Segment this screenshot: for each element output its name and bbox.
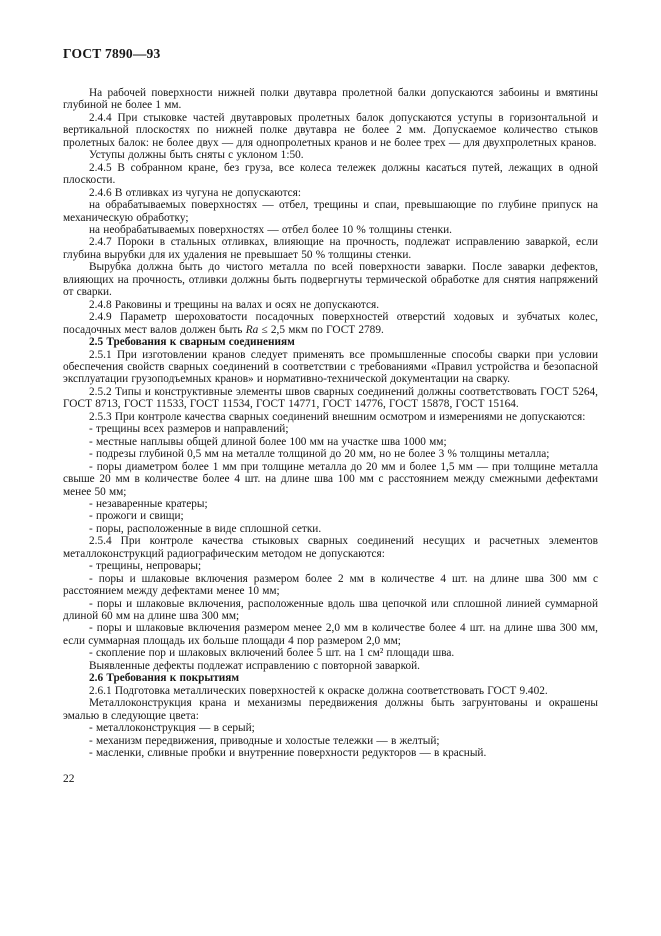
text-run: 2.4.6 В отливках из чугуна не допускаются: [89,186,302,199]
text-run: на обрабатываемых поверхностях — отбел, трещины и спаи, превышающие по глубине припуск на механическую обработку; [63,199,598,224]
text-run: 2.6 Требования к покрытиям [89,672,240,685]
text-run: на необрабатываемых поверхностях — отбел более 10 % толщины стенки. [89,223,452,236]
paragraph [63,423,598,435]
paragraph [63,647,598,659]
text-run: 2.5.2 Типы и конструктивные элементы швов сварных соединений должны соответствовать ГОСТ 5264, ГОСТ 8713, ГОСТ 11533, ГОСТ 11534, ГОСТ 14771, ГОСТ 14776, ГОСТ 15878, ГОСТ 15164. [63,385,598,411]
text-run: - скопление пор и шлаковых включений более 5 шт. на 1 см² площади шва. [89,647,455,660]
page-number: 22 [63,773,75,786]
paragraph [63,598,598,623]
paragraph [63,448,598,460]
text-run: 2.5.4 При контроле качества стыковых сварных соединений несущих и расчетных элементов металлоконструкций радиографическим методом не допускаются: [63,535,598,560]
text-run: 2.5.3 При контроле качества сварных соединений внешним осмотром и измерениями не допускаются: [89,410,586,423]
paragraph [63,573,598,598]
paragraph [63,560,598,572]
paragraph [63,622,598,647]
paragraph [63,224,598,236]
text-run: - поры диаметром более 1 мм при толщине металла до 20 мм и более 1,5 мм — при толщине металла свыше 20 мм в количестве более 4 шт. на длине шва 100 мм с расстоянием между смежными дефектами менее 50 мм; [63,460,598,498]
section-heading [63,336,598,348]
paragraph [63,149,598,161]
text-run: 2.4.7 Пороки в стальных отливках, влияющие на прочность, подлежат исправлению заваркой, если глубина вырубки для их удаления не превышает 50 % толщины стенки. [63,236,598,261]
paragraph [63,162,598,187]
text-run: - местные наплывы общей длиной более 100 мм на участке шва 1000 мм; [89,435,447,448]
paragraph [63,349,598,386]
paragraph [63,112,598,149]
paragraph [63,199,598,224]
paragraph [63,187,598,199]
text-run: - масленки, сливные пробки и внутренние поверхности редукторов — в красный. [89,747,487,760]
paragraph [63,299,598,311]
document-standard-number: ГОСТ 7890—93 [63,46,161,61]
text-run: - поры, расположенные в виде сплошной сетки. [89,522,322,535]
text-run: - трещины, непровары; [89,560,202,573]
text-run: - подрезы глубиной 0,5 мм на металле толщиной до 20 мм, но не более 3 % толщины металла; [89,448,550,461]
text-run: - прожоги и свищи; [89,510,184,523]
paragraph [63,697,598,722]
paragraph [63,436,598,448]
text-run: ≤ 2,5 мкм по ГОСТ 2789. [258,323,384,336]
text-run: Уступы должны быть сняты с уклоном 1:50. [89,149,304,162]
document-body [63,87,598,759]
text-run: - трещины всех размеров и направлений; [89,423,289,436]
paragraph [63,87,598,112]
text-run: 2.5.1 При изготовлении кранов следует применять все промышленные способы сварки при условии обеспечения свойств сварных соединений в соответствии с требованиями «Правил устройства и безопасной эксплуатации грузоподъемных кранов» и нормативно-технической документации на сварку. [63,348,598,386]
text-run: - поры и шлаковые включения размером более 2 мм в количестве 4 шт. на длине шва 300 мм с расстоянием между дефектами менее 10 мм; [63,572,598,598]
text-run: - поры и шлаковые включения размером менее 2,0 мм в количестве более 4 шт. на длине шва 300 мм, если суммарная площадь их больше площади 4 пор размером 2,0 мм; [63,622,598,647]
text-run: - металлоконструкция — в серый; [89,722,255,735]
paragraph [63,498,598,510]
paragraph [63,523,598,535]
text-run: Ra [245,323,259,336]
text-run: 2.4.4 При стыковке частей двутавровых пролетных балок допускаются уступы в горизонтальной и вертикальной плоскостях по нижней полке двутавра не более 2 мм. Допускаемое количество стыков пролетных балок: не более двух — для однопролетных кранов и не более трех — для двухпролетных кранов. [63,111,598,149]
text-run: - незаваренные кратеры; [89,497,208,510]
text-run: 2.4.8 Раковины и трещины на валах и осях не допускаются. [89,298,380,311]
text-run: 2.6.1 Подготовка металлических поверхностей к окраске должна соответствовать ГОСТ 9.402. [89,684,548,697]
text-run: Выявленные дефекты подлежат исправлению с повторной заваркой. [89,659,421,672]
paragraph [63,535,598,560]
text-run: - механизм передвижения, приводные и холостые тележки — в желтый; [89,734,440,747]
text-run: 2.4.9 Параметр шероховатости посадочных поверхностей отверстий ходовых и зубчатых колес, посадочных мест валов должен быть [63,311,598,336]
paragraph [63,236,598,261]
text-run: - поры и шлаковые включения, расположенные вдоль шва цепочкой или сплошной линией суммарной длиной 60 мм на длине шва 300 мм; [63,597,598,623]
paragraph [63,685,598,697]
section-heading [63,672,598,684]
text-run: Металлоконструкция крана и механизмы передвижения должны быть загрунтованы и окрашены эмалью в следующие цвета: [63,697,598,722]
paragraph [63,461,598,498]
paragraph [63,386,598,411]
text-run: 2.5 Требования к сварным соединениям [89,336,295,349]
text-run: 2.4.5 В собранном кране, без груза, все колеса тележек должны касаться путей, лежащих в одной плоскости. [63,161,598,187]
paragraph [63,510,598,522]
text-run: На рабочей поверхности нижней полки двутавра пролетной балки допускаются забоины и вмятины глубиной не более 1 мм. [63,87,598,112]
paragraph [63,411,598,423]
paragraph [63,311,598,336]
paragraph [63,735,598,747]
paragraph [63,722,598,734]
paragraph [63,261,598,298]
paragraph [63,660,598,672]
text-run: Вырубка должна быть до чистого металла по всей поверхности заварки. После заварки дефектов, влияющих на прочность, отливки должны быть подвергнуты термической обработке для снятия напряжений от сварки. [63,261,598,299]
paragraph [63,747,598,759]
